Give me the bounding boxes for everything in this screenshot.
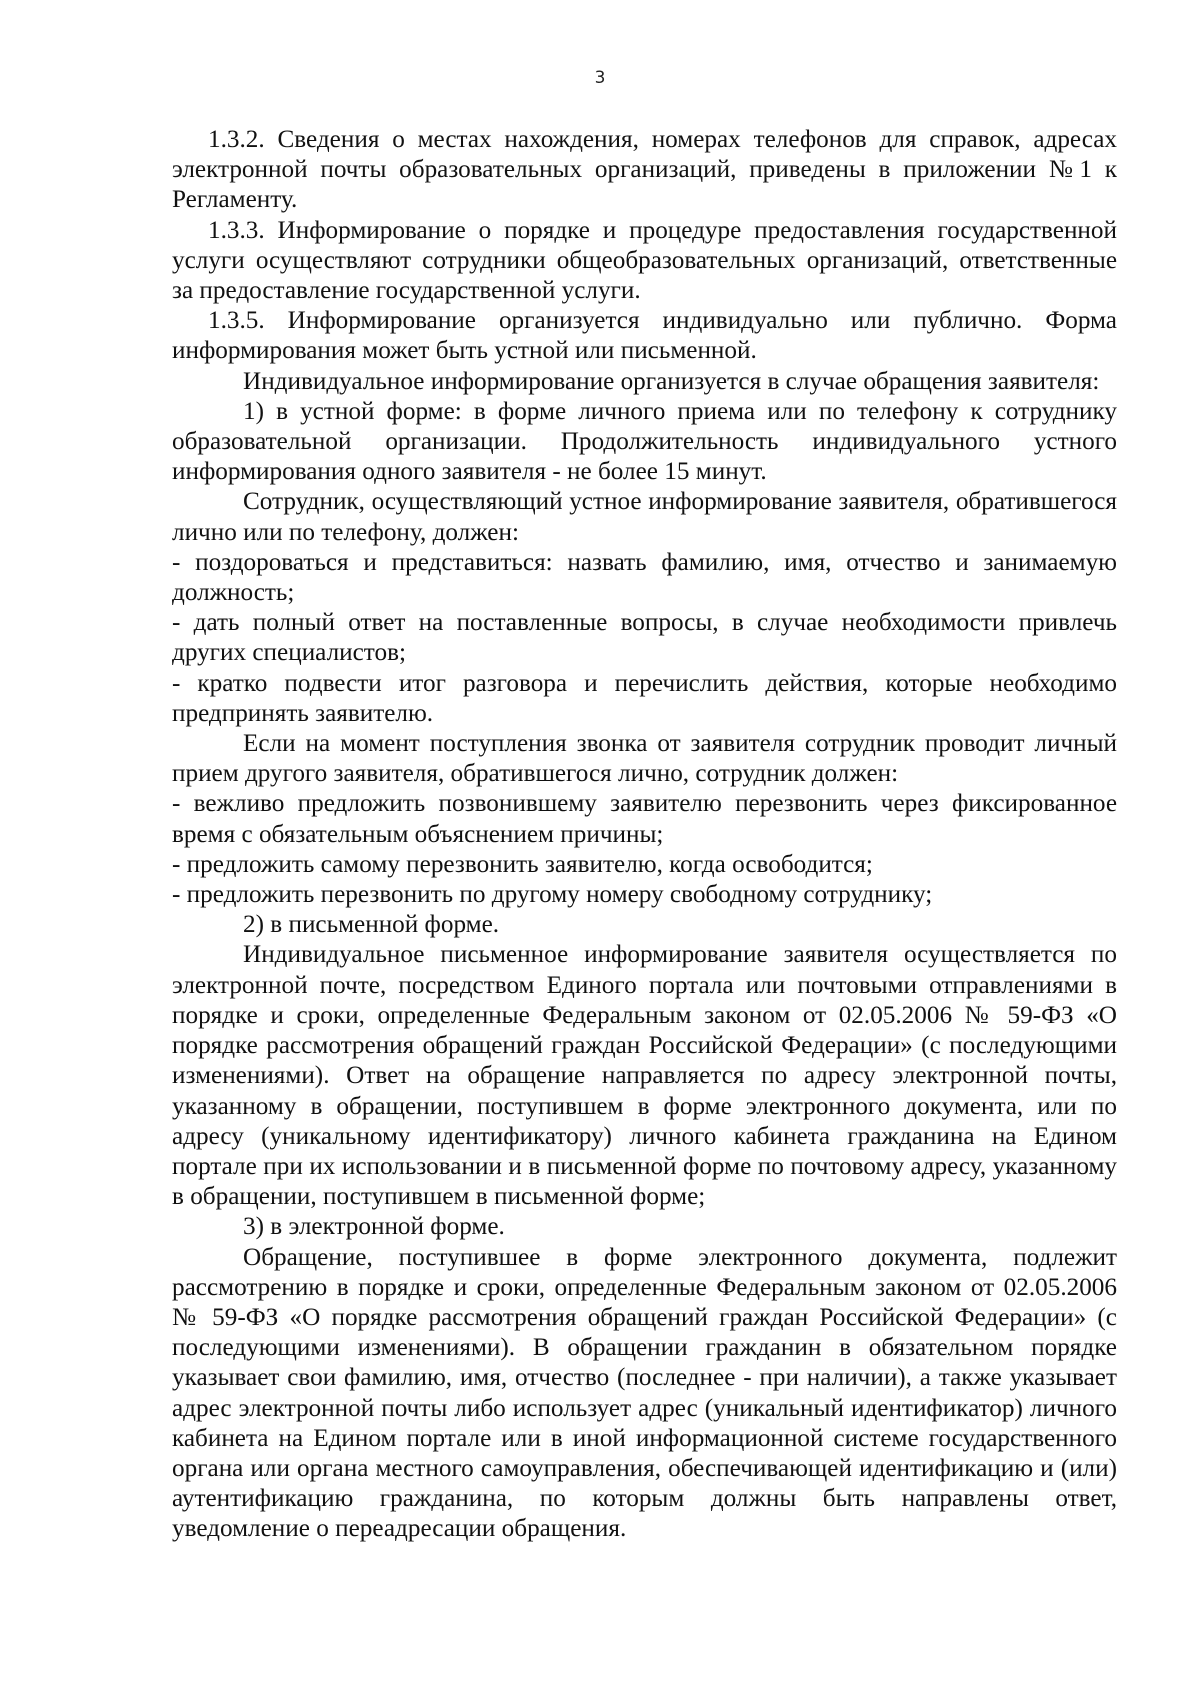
paragraph-call-during-reception: Если на момент поступления звонка от заявителя сотрудник проводит личный прием другого заявителя, обратившегося лично, сотрудник должен: [172, 730, 1117, 788]
paragraph-1-3-5: 1.3.5. Информирование организуется индивидуально или публично. Форма информирования может быть устной или письменной. [172, 307, 1117, 365]
list-item: - предложить самому перезвонить заявителю, когда освободится; [172, 850, 873, 878]
paragraph-electronic-appeal: Обращение, поступившее в форме электронного документа, подлежит рассмотрению в порядке и сроки, определенные Федеральным законом от 02.05.2006 № 59-ФЗ «О порядке рассмотрения обращений граждан Российской Федерации» (с последующими изменениями). В обращении гражданин в обязательном порядке указывает свои фамилию, имя, отчество (последнее - при наличии), а также указывает адрес электронной почты либо использует адрес (уникальный идентификатор) личного кабинета на Едином портале или в иной информационной системе государственного органа или органа местного самоуправления, обеспечивающей идентификацию и (или) аутентификацию гражданина, по которым должны быть направлены ответ, уведомление о переадресации обращения. [172, 1243, 1117, 1543]
list-item: - предложить перезвонить по другому номеру свободному сотруднику; [172, 881, 933, 909]
list-item: - поздороваться и представиться: назвать фамилию, имя, отчество и занимаемую должность; [172, 548, 1117, 607]
paragraph-individual-informing: Индивидуальное информирование организуется в случае обращения заявителя: [243, 367, 1100, 395]
paragraph-employee-duties: Сотрудник, осуществляющий устное информирование заявителя, обратившегося лично или по телефону, должен: [172, 488, 1117, 546]
document-body [172, 125, 1117, 1545]
list-item: - кратко подвести итог разговора и перечислить действия, которые необходимо предпринять заявителю. [172, 669, 1117, 727]
list-item: - дать полный ответ на поставленные вопросы, в случае необходимости привлечь других специалистов; [172, 609, 1117, 667]
page-number: 3 [594, 68, 606, 88]
paragraph-1-3-2: 1.3.2. Сведения о местах нахождения, номерах телефонов для справок, адресах электронной почты образовательных организаций, приведены в приложении №1 к Регламенту. [172, 126, 1117, 214]
paragraph-written-informing: Индивидуальное письменное информирование заявителя осуществляется по электронной почте, посредством Единого портала или почтовыми отправлениями в порядке и сроки, определенные Федеральным законом от 02.05.2006 № 59-ФЗ «О порядке рассмотрения обращений граждан Российской Федерации» (с последующими изменениями). Ответ на обращение направляется по адресу электронной почты, указанному в обращении, поступившем в форме электронного документа, или по адресу (уникальному идентификатору) личного кабинета гражданина на Едином портале при их использовании и в письменной форме по почтовому адресу, указанному в обращении, поступившем в письменной форме; [172, 941, 1117, 1211]
list-item: - вежливо предложить позвонившему заявителю перезвонить через фиксированное время с обязательным объяснением причины; [172, 790, 1117, 848]
paragraph-oral-form: 1) в устной форме: в форме личного приема или по телефону к сотруднику образовательной организации. Продолжительность индивидуального устного информирования одного заявителя - не более 15 минут. [172, 397, 1117, 486]
paragraph-1-3-3: 1.3.3. Информирование о порядке и процедуре предоставления государственной услуги осуществляют сотрудники общеобразовательных организаций, ответственные за предоставление государственной услуги. [172, 216, 1117, 305]
paragraph-written-form: 2) в письменной форме. [243, 911, 500, 939]
paragraph-electronic-form: 3) в электронной форме. [243, 1213, 505, 1241]
